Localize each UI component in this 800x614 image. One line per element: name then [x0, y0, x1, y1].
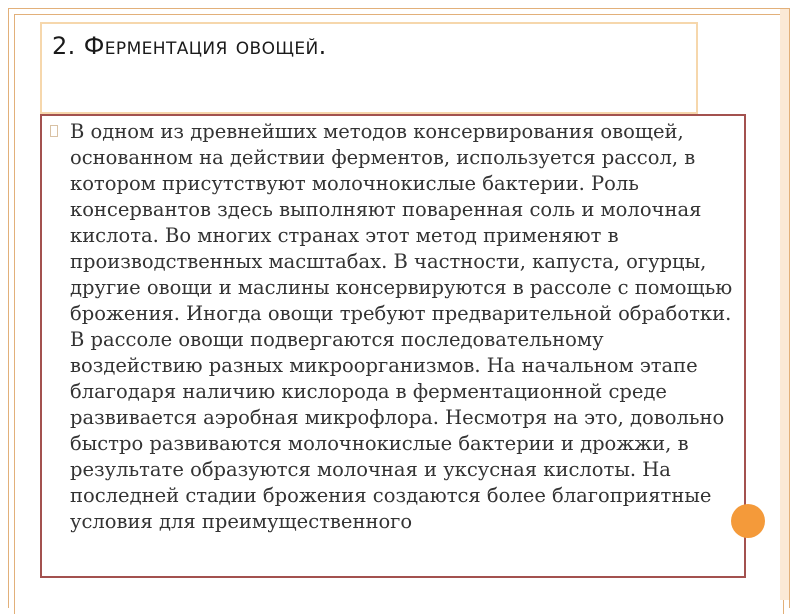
bullet-icon [50, 125, 58, 137]
content-placeholder [40, 114, 746, 578]
body-paragraph: В одном из древнейших методов консервирования овощей, основанном на действии ферментов, используется рассол, в котором присутствуют молочнокислые бактерии. Роль консервантов здесь выполняют поваренная соль и молочная кислота. Во многих странах этот метод применяют в производственных масштабах. В частности, капуста, огурцы, другие овощи и маслины консервируются в рассоле с помощью брожения. Иногда овощи требуют предварительной обработки. В рассоле овощи подвергаются последовательному воздействию разных микроорганизмов. На начальном этапе благодаря наличию кислорода в ферментационной среде развивается аэробная микрофлора. Несмотря на это, довольно быстро развиваются молочнокислые бактерии и дрожжи, в результате образуются молочная и уксусная кислоты. На последней стадии брожения создаются более благоприятные условия для преимущественного [70, 120, 733, 533]
slide-side-strip [780, 9, 789, 600]
orange-circle-icon [731, 504, 765, 538]
title-placeholder [40, 22, 698, 114]
slide-title: 2. Ферментация овощей. [52, 32, 327, 60]
